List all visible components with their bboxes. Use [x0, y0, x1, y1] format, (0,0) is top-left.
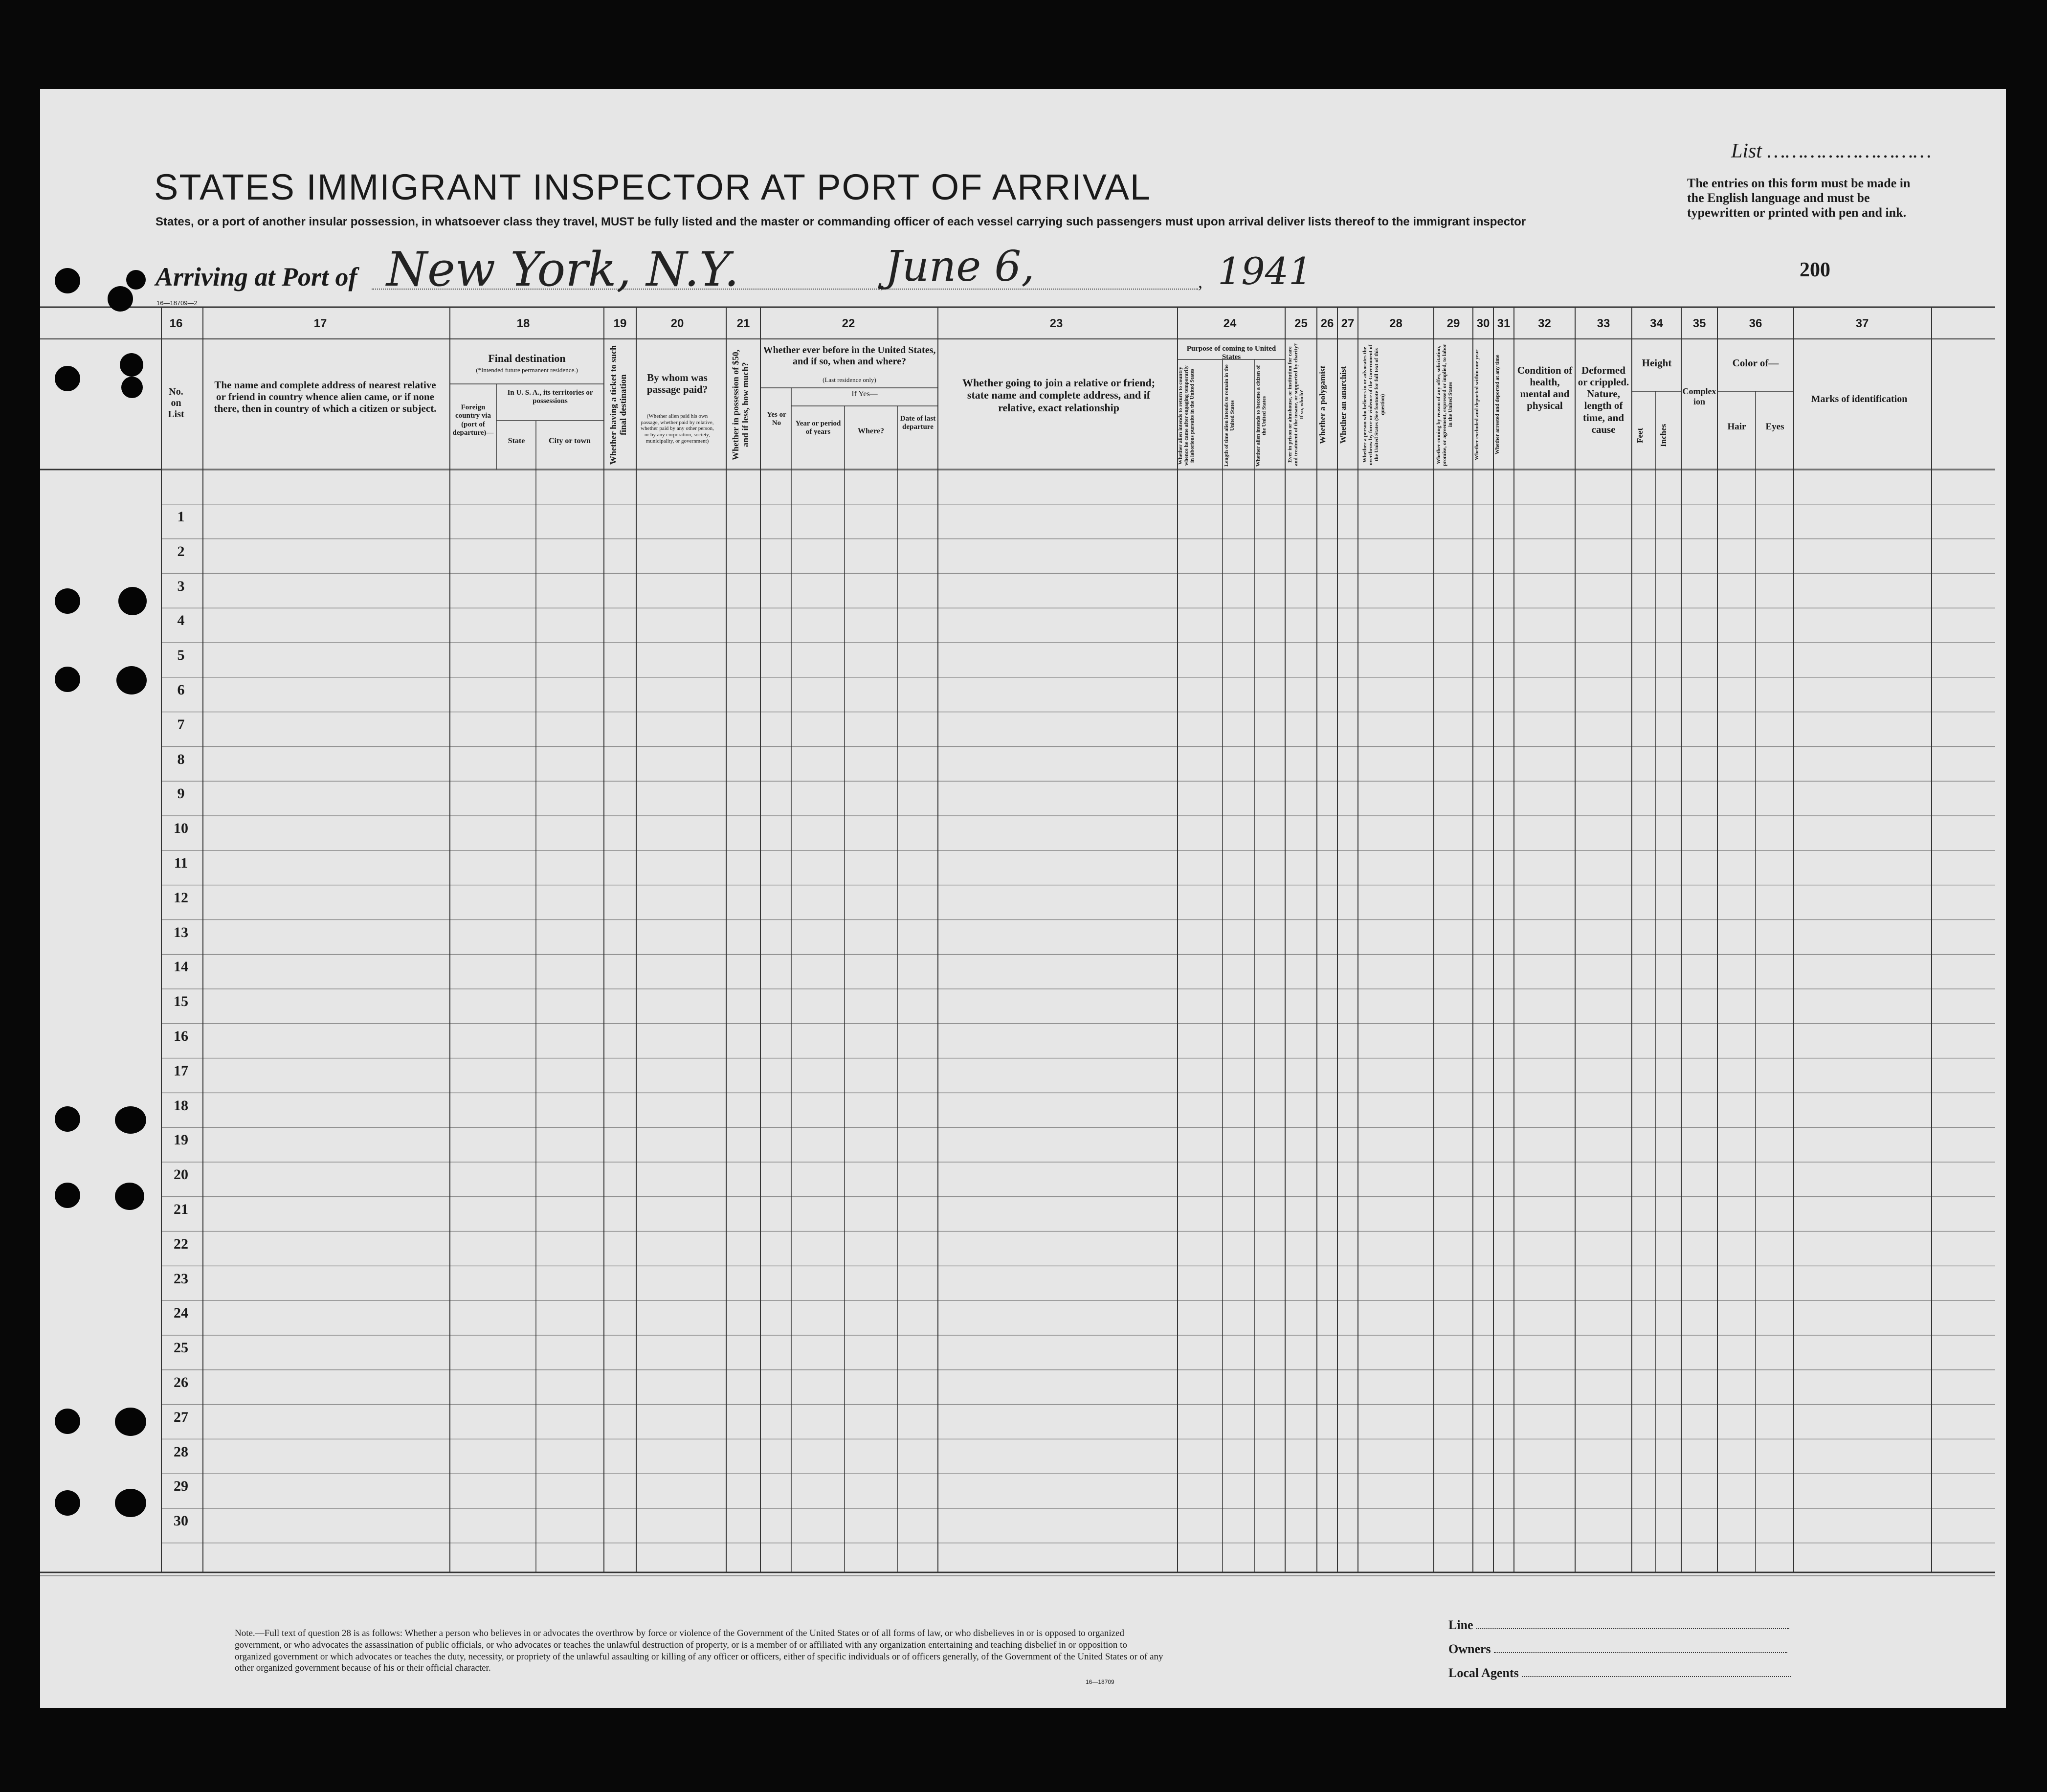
row-number: 2: [177, 543, 185, 560]
row-number: 10: [174, 820, 188, 837]
port-value: New York, N.Y.: [386, 242, 739, 297]
row-number: 28: [174, 1443, 188, 1460]
header-in-usa: In U. S. A., its territories or possessions: [507, 389, 593, 405]
punch-hole: [116, 666, 147, 694]
form-instructions: The entries on this form must be made in the English language and must be typewritten or printed with pen and ink.: [1687, 176, 1911, 220]
col-num-19: 19: [613, 317, 627, 330]
col-num-17: 17: [313, 317, 327, 330]
col-num-34: 34: [1650, 317, 1663, 330]
header-overthrow: Whether a person who believes in or advocates the overthrow by force or violence of the Government of the United States (See footnote for full text of this question): [1362, 344, 1386, 465]
header-height: Height: [1642, 357, 1672, 369]
row-number: 25: [174, 1340, 188, 1356]
row-number: 8: [177, 751, 185, 767]
col-num-33: 33: [1597, 317, 1610, 330]
footer-form-code: 16—18709: [1086, 1679, 1114, 1685]
row-number: 12: [174, 889, 188, 906]
row-number: 16: [174, 1028, 188, 1044]
header-purpose-citizen: Whether alien intends to become a citizen of the United States: [1255, 365, 1268, 467]
row-number: 13: [174, 924, 188, 941]
row-number: 19: [174, 1132, 188, 1148]
form-subtitle: States, or a port of another insular possession, in whatsoever class they travel, MUST be fully listed and the master or commanding officer of each vessel carrying such passengers must upon arrival deliver lists thereof to the immigrant inspector: [156, 215, 1526, 228]
header-where: Where?: [858, 427, 884, 435]
row-number: 14: [174, 959, 188, 975]
col-num-37: 37: [1855, 317, 1869, 330]
header-health: Condition of health, mental and physical: [1517, 364, 1573, 412]
col-num-25: 25: [1294, 317, 1308, 330]
punch-hole: [121, 377, 143, 398]
header-city: City or town: [549, 437, 591, 445]
header-prison: Ever in prison or almshouse, or institution for care and treatment of the insane, or supported by charity? If so, which?: [1287, 343, 1305, 467]
row-number: 1: [177, 509, 185, 525]
header-hair: Hair: [1727, 422, 1746, 432]
header-complexion: Complexion: [1682, 386, 1716, 406]
col-num-27: 27: [1341, 317, 1355, 330]
row-number: 23: [174, 1270, 188, 1287]
header-fifty-dollars: Whether in possession of $50, and if less, how much?: [731, 349, 750, 460]
col-num-30: 30: [1476, 317, 1490, 330]
row-number: 11: [174, 855, 188, 871]
row-number: 4: [177, 612, 185, 629]
row-number: 7: [177, 716, 185, 733]
punch-hole: [120, 353, 143, 377]
col-num-35: 35: [1692, 317, 1706, 330]
row-number: 5: [177, 647, 185, 664]
header-year-period: Year or period of years: [795, 420, 841, 436]
punch-hole: [55, 667, 80, 692]
row-number: 9: [177, 785, 185, 802]
col-num-28: 28: [1389, 317, 1402, 330]
col-num-29: 29: [1446, 317, 1460, 330]
header-deformed: Deformed or crippled. Nature, length of time, and cause: [1578, 364, 1629, 435]
header-purpose: Purpose of coming to United States: [1186, 345, 1276, 361]
punch-hole: [55, 1106, 80, 1132]
header-ever-before: Whether ever before in the United States, and if so, when and where?: [763, 345, 936, 367]
col-num-36: 36: [1749, 317, 1762, 330]
header-marks: Marks of identification: [1811, 394, 1908, 404]
line-label: Line: [1448, 1618, 1789, 1633]
punch-hole: [55, 366, 80, 391]
row-number: 21: [174, 1201, 188, 1217]
arriving-label: Arriving at Port of: [156, 262, 357, 291]
owners-label: Owners: [1448, 1642, 1787, 1657]
row-number: 22: [174, 1235, 188, 1252]
header-last-departure: Date of last departure: [900, 415, 936, 431]
col-num-24: 24: [1223, 317, 1237, 330]
page-number: 200: [1800, 259, 1830, 281]
col-num-18: 18: [516, 317, 530, 330]
punch-hole: [55, 1409, 80, 1434]
footnote-question-28: Note.—Full text of question 28 is as follows: Whether a person who believes in or advocates the overthrow by force or violence of the Government of the United States or of all forms of law, or who disbelieves in or is opposed to organized government, or who advocates the assassination of public officials, or who advocates or teaches the unlawful destruction of property, or is a member of or affiliated with any organization entertaining and teaching disbelief in or opposition to organized government or which advocates or teaches the duty, necessity, or propriety of the unlawful assaulting or killing of any officer or officers, either of specific individuals or of officers generally, of the Government of the United States or of any other organized government because of his or their official character.: [235, 1628, 1163, 1674]
comma-sep-2: ,: [1198, 272, 1202, 291]
list-label: List ………………………: [1731, 140, 1932, 162]
col-num-31: 31: [1497, 317, 1511, 330]
date-value: June 6,: [885, 242, 1035, 291]
header-passage-paid: By whom was passage paid?: [646, 372, 708, 396]
header-no-on-list: No. on List: [168, 386, 184, 420]
col-num-32: 32: [1538, 317, 1551, 330]
punch-hole: [118, 587, 147, 615]
header-passage-paid-sub: (Whether alien paid his own passage, whether paid by relative, whether paid by any other person, or by any corporation, society, municipality, or government): [641, 413, 714, 444]
header-purpose-return: Whether alien intends to return to country whence he came after engaging temporarily in laborious pursuits in the United States: [1178, 365, 1196, 466]
punch-hole: [126, 270, 146, 290]
header-nearest-relative: The name and complete address of nearest relative or friend in country whence alien came, or if none there, then in country of which a citizen or subject.: [214, 379, 437, 415]
local-agents-label: Local Agents: [1448, 1666, 1791, 1680]
header-ever-before-sub: (Last residence only): [823, 376, 876, 383]
header-final-destination: Final destination: [488, 352, 566, 364]
row-number: 3: [177, 578, 185, 594]
row-number: 6: [177, 682, 185, 698]
header-anarchist: Whether an anarchist: [1338, 366, 1348, 444]
header-yes-no: Yes or No: [767, 411, 786, 427]
header-purpose-length: Length of time alien intends to remain in the United States: [1224, 364, 1236, 467]
header-eyes: Eyes: [1765, 422, 1784, 432]
row-number: 27: [174, 1409, 188, 1425]
page-title: STATES IMMIGRANT INSPECTOR AT PORT OF ARRIVAL: [154, 167, 1152, 207]
row-number: 18: [174, 1097, 188, 1114]
form-number: 16—18709—2: [156, 299, 198, 307]
col-num-21: 21: [736, 317, 750, 330]
row-number: 20: [174, 1166, 188, 1183]
punch-hole: [108, 286, 133, 312]
header-offer-labor: Whether coming by reason of any offer, solicitation, promise, or agreement, expressed or implied, to labor in the United States: [1436, 343, 1454, 466]
header-going-to-join: Whether going to join a relative or friend; state name and complete address, and if relative, exact relationship: [962, 377, 1156, 414]
punch-hole: [115, 1183, 144, 1210]
punch-hole: [115, 1408, 146, 1436]
header-color-of: Color of—: [1732, 357, 1779, 369]
header-excluded: Whether excluded and deported within one year: [1474, 349, 1480, 460]
punch-hole: [55, 268, 80, 293]
year-value: 1941: [1218, 249, 1313, 293]
row-number: 17: [174, 1062, 188, 1079]
punch-hole: [55, 588, 80, 614]
row-number: 29: [174, 1478, 188, 1495]
col-num-23: 23: [1049, 317, 1063, 330]
punch-hole: [55, 1490, 80, 1516]
col-num-22: 22: [842, 317, 855, 330]
header-feet: Feet: [1635, 427, 1645, 443]
header-state: State: [508, 437, 525, 445]
row-number: 15: [174, 993, 188, 1010]
col-num-26: 26: [1320, 317, 1334, 330]
header-inches: Inches: [1659, 424, 1668, 447]
col-num-20: 20: [670, 317, 684, 330]
header-foreign-country: Foreign country via (port of departure)—: [452, 403, 494, 437]
punch-hole: [115, 1106, 146, 1134]
header-polygamist: Whether a polygamist: [1318, 365, 1327, 444]
header-if-yes: If Yes—: [851, 390, 878, 398]
punch-hole: [55, 1183, 80, 1208]
row-number: 30: [174, 1513, 188, 1529]
header-ticket: Whether having a ticket to such final destination: [608, 345, 628, 465]
row-number: 26: [174, 1374, 188, 1390]
col-num-16: 16: [169, 317, 183, 330]
row-number: 24: [174, 1305, 188, 1322]
punch-hole: [115, 1489, 146, 1517]
comma-sep: ,: [880, 272, 885, 291]
header-final-destination-sub: (*Intended future permanent residence.): [476, 366, 578, 374]
header-arrested: Whether arrested and deported at any time: [1494, 355, 1500, 455]
